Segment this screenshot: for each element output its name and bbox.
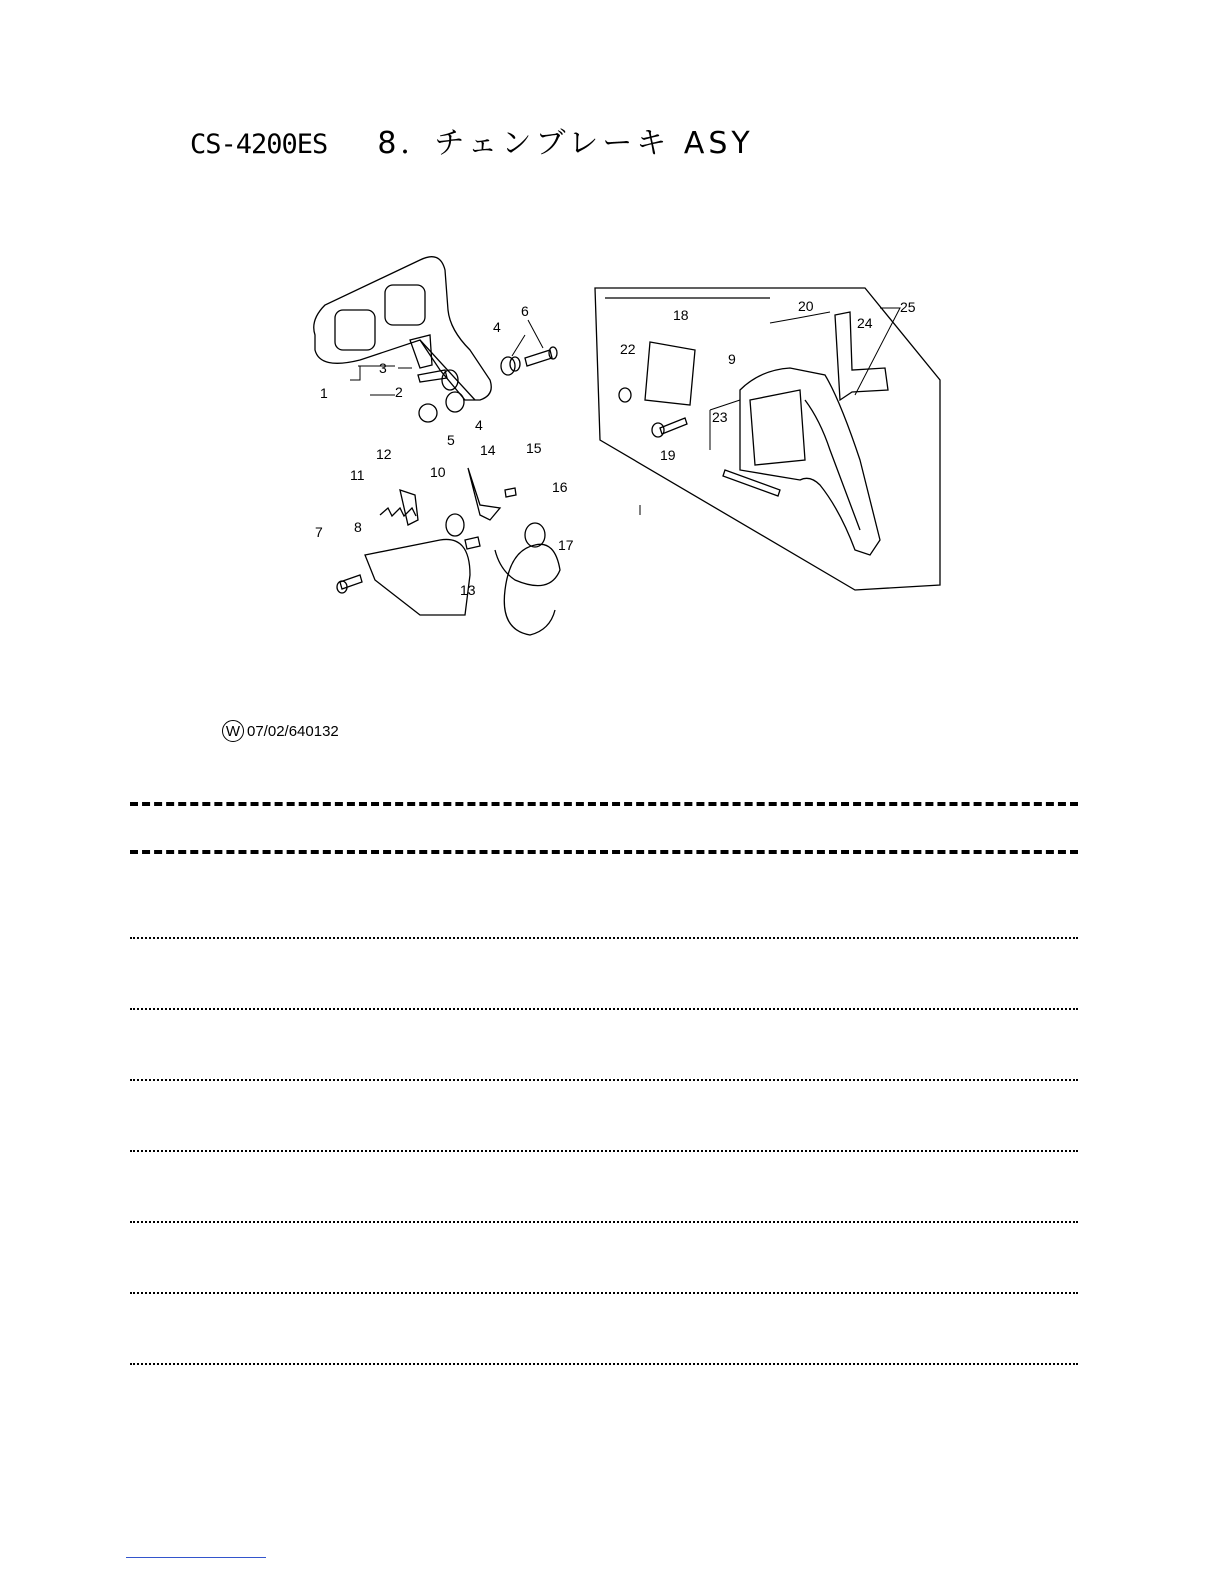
w-mark-icon: W [222,720,244,742]
part-label-12: 12 [376,446,392,462]
dotted-rule [130,1292,1078,1294]
part-label-22: 22 [620,341,636,357]
dashed-rule [130,850,1078,854]
footer-underline [126,1557,266,1558]
dotted-rule [130,1079,1078,1081]
part-label-19: 19 [660,447,676,463]
dotted-rule [130,1363,1078,1365]
part-label-11: 11 [350,467,365,483]
page-title [190,118,754,161]
dashed-rule [130,802,1078,806]
part-label-25: 25 [900,299,916,315]
part-label-20: 20 [798,298,814,314]
part-label-13: 13 [460,582,476,598]
part-label-8: 8 [354,519,362,535]
part-label-23: 23 [712,409,728,425]
part-label-1: 1 [320,385,328,401]
document-code [222,720,339,742]
part-label-17: 17 [558,537,574,553]
part-label-3: 3 [379,360,387,376]
part-label-15: 15 [526,440,542,456]
part-label-14: 14 [480,442,496,458]
part-label-4b: 4 [475,417,483,433]
part-label-4a: 4 [493,319,501,335]
part-label-9: 9 [728,351,736,367]
exploded-parts-diagram [300,250,960,650]
dotted-rule [130,1008,1078,1010]
dotted-rule [130,1150,1078,1152]
part-label-24: 24 [857,315,873,331]
document-code-text: 07/02/640132 [247,722,339,740]
model-number: CS-4200ES [190,129,328,160]
section-title: 8．チェンブレーキ ASY [377,126,754,161]
part-label-18: 18 [673,307,689,323]
part-label-2: 2 [395,384,403,400]
part-label-10: 10 [430,464,446,480]
dotted-rule [130,1221,1078,1223]
part-label-6: 6 [521,303,529,319]
dotted-rule [130,937,1078,939]
part-label-16: 16 [552,479,568,495]
part-label-5: 5 [447,432,455,448]
part-label-7: 7 [315,524,323,540]
